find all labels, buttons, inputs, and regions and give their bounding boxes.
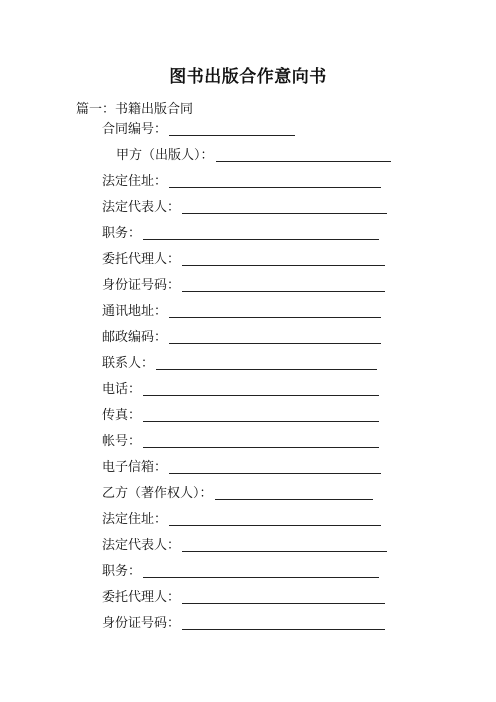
field-a-phone <box>102 380 379 398</box>
fill-in-line[interactable] <box>143 239 379 240</box>
fill-in-line[interactable] <box>143 447 379 448</box>
field-label: 电子信箱： <box>102 460 168 475</box>
fill-in-line[interactable] <box>216 161 391 162</box>
field-label: 传真： <box>102 408 142 423</box>
fill-in-line[interactable] <box>182 551 387 552</box>
field-label: 身份证号码： <box>102 278 181 293</box>
field-a-id-number <box>102 276 385 294</box>
field-b-id-number <box>102 614 385 632</box>
field-label: 委托代理人： <box>102 590 181 605</box>
field-a-position <box>102 224 379 242</box>
fill-in-line[interactable] <box>169 135 295 136</box>
field-label: 邮政编码： <box>102 330 168 345</box>
field-label: 职务： <box>102 226 142 241</box>
field-label: 法定住址： <box>102 512 168 527</box>
field-a-legal-rep <box>102 198 387 216</box>
field-a-address <box>102 172 381 190</box>
fill-in-line[interactable] <box>143 395 379 396</box>
fill-in-line[interactable] <box>169 187 381 188</box>
field-label: 联系人： <box>102 356 155 371</box>
field-a-account <box>102 432 379 450</box>
fill-in-line[interactable] <box>143 577 379 578</box>
field-b-position <box>102 562 379 580</box>
field-a-email <box>102 458 381 476</box>
field-label: 合同编号： <box>102 122 168 137</box>
field-label: 职务： <box>102 564 142 579</box>
field-party-b <box>102 484 373 502</box>
fill-in-line[interactable] <box>182 265 385 266</box>
field-a-postcode <box>102 328 381 346</box>
field-label: 法定住址： <box>102 174 168 189</box>
field-label: 电话： <box>102 382 142 397</box>
field-b-address <box>102 510 381 528</box>
field-label: 通讯地址： <box>102 304 168 319</box>
field-a-fax <box>102 406 379 424</box>
fill-in-line[interactable] <box>169 317 381 318</box>
field-a-agent <box>102 250 385 268</box>
field-b-legal-rep <box>102 536 387 554</box>
fill-in-line[interactable] <box>169 473 381 474</box>
fill-in-line[interactable] <box>156 369 377 370</box>
field-label: 帐号： <box>102 434 142 449</box>
fill-in-line[interactable] <box>182 603 385 604</box>
document-title: 图书出版合作意向书 <box>169 67 327 87</box>
field-label: 乙方（著作权人）： <box>102 486 213 501</box>
fill-in-line[interactable] <box>215 499 373 500</box>
field-label: 甲方（出版人）： <box>116 148 214 163</box>
fill-in-line[interactable] <box>182 213 387 214</box>
fill-in-line[interactable] <box>182 629 385 630</box>
fill-in-line[interactable] <box>169 343 381 344</box>
field-label: 委托代理人： <box>102 252 181 267</box>
fill-in-line[interactable] <box>169 525 381 526</box>
field-a-contact <box>102 354 377 372</box>
field-party-a <box>116 146 391 164</box>
fill-in-line[interactable] <box>143 421 379 422</box>
field-contract-number <box>102 120 295 138</box>
field-label: 法定代表人： <box>102 200 181 215</box>
field-a-mail-address <box>102 302 381 320</box>
field-label: 身份证号码： <box>102 616 181 631</box>
field-label: 法定代表人： <box>102 538 181 553</box>
field-b-agent <box>102 588 385 606</box>
fill-in-line[interactable] <box>182 291 385 292</box>
document-subtitle: 篇一：书籍出版合同 <box>76 102 194 117</box>
